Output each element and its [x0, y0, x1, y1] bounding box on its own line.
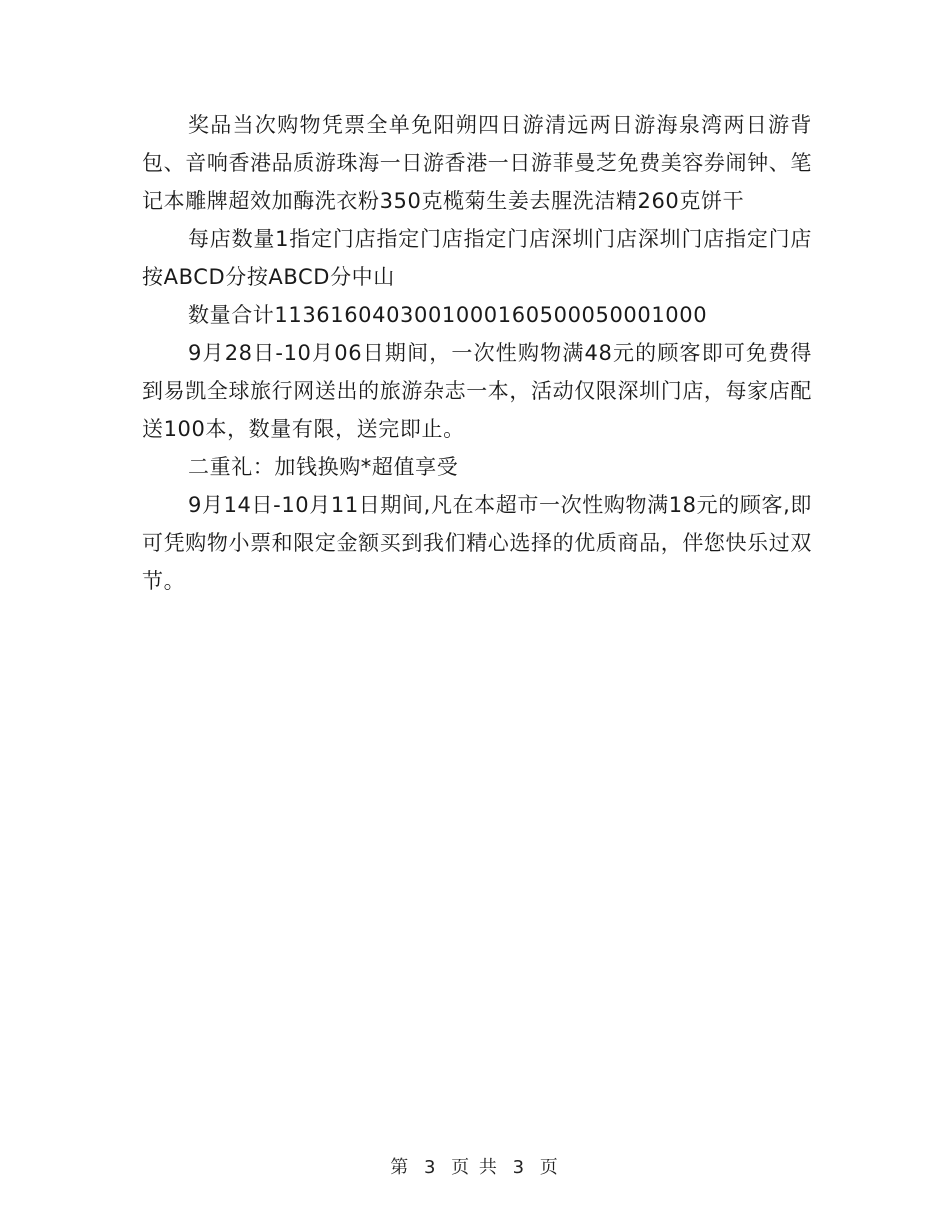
footer-current-page: 3 — [423, 1157, 438, 1178]
footer-prefix: 第 — [390, 1157, 411, 1178]
paragraph-magazine-gift: 9月28日-10月06日期间，一次性购物满48元的顾客即可免费得到易凯全球旅行网送出的旅游杂志一本，活动仅限深圳门店，每家店配送100本，数量有限，送完即止。 — [142, 341, 812, 441]
paragraph-total-quantity: 数量合计1136160403001000160500050001000 — [188, 303, 708, 327]
document-body — [142, 106, 812, 600]
paragraph-redemption: 9月14日-10月11日期间,凡在本超市一次性购物满18元的顾客,即可凭购物小票和限定金额买到我们精心选择的优质商品，伴您快乐过双节。 — [142, 493, 812, 593]
paragraph-second-gift-heading: 二重礼：加钱换购*超值享受 — [188, 455, 459, 479]
footer-suffix: 页 — [539, 1157, 560, 1178]
page-footer — [0, 1153, 950, 1179]
paragraph-prizes: 奖品当次购物凭票全单免阳朔四日游清远两日游海泉湾两日游背包、音响香港品质游珠海一日游香港一日游菲曼芝免费美容券闹钟、笔记本雕牌超效加酶洗衣粉350克榄菊生姜去腥洗洁精260克饼干 — [142, 113, 812, 213]
footer-middle: 页 共 — [451, 1157, 499, 1178]
footer-total-pages: 3 — [512, 1157, 527, 1178]
paragraph-store-quantity: 每店数量1指定门店指定门店指定门店深圳门店深圳门店指定门店按ABCD分按ABCD分中山 — [142, 227, 812, 289]
